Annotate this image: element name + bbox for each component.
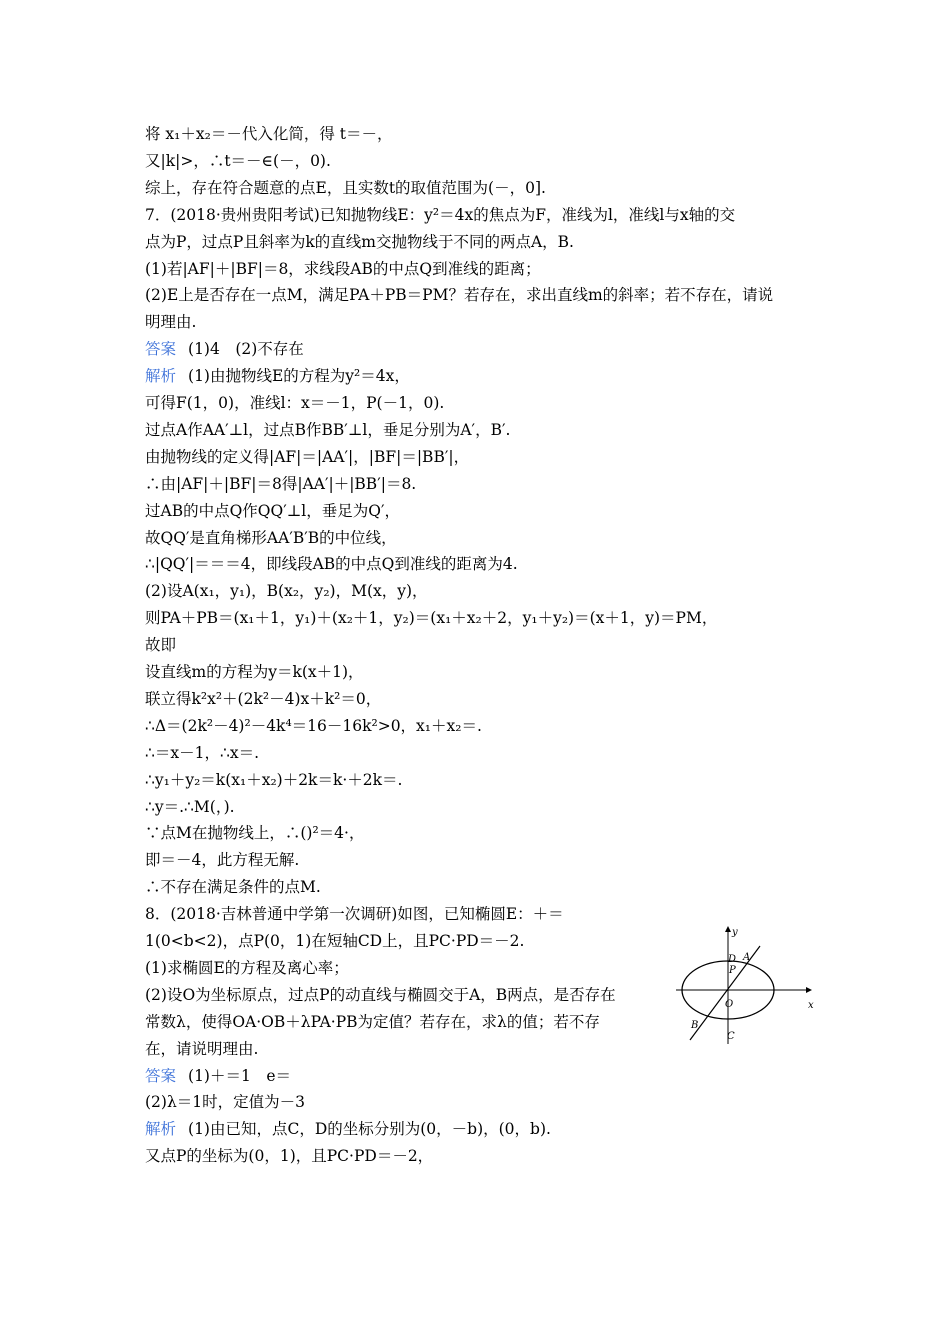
y-axis-arrow [725,926,731,932]
line-text: ∴由|AF|＋|BF|＝8得|AA′|＋|BB′|＝8. [145,474,417,493]
line-text: 1(0<b<2)，点P(0，1)在短轴CD上，且PC·PD＝－2. [145,932,525,950]
text-line [145,659,364,685]
text-line [145,282,773,308]
text-line [145,686,381,712]
text-line [145,740,259,766]
line-text: ∴y₁＋y₂＝k(x₁＋x₂)＋2k＝k·＋2k＝. [145,770,403,789]
line-text: ∴不存在满足条件的点M. [145,878,321,897]
line-text: 在，请说明理由. [145,1039,259,1058]
text-line [145,551,518,577]
line-text: (2)设O为坐标原点，过点P的动直线与椭圆交于A，B两点，是否存在 [145,985,616,1004]
line-text: (2)设A(x₁，y₁)，B(x₂，y₂)，M(x，y)， [145,582,428,601]
text-line [145,1009,600,1035]
line-text: 过点A作AA′⊥l，过点B作BB′⊥l，垂足分别为A′，B′. [145,420,511,439]
line-text: ∴Δ＝(2k²－4)²－4k⁴＝16－16k²>0，x₁＋x₂＝. [145,716,482,735]
text-line [145,955,349,981]
text-line [145,202,735,228]
line-text: 点为P，过点P且斜率为k的直线m交抛物线于不同的两点A，B. [145,232,574,251]
line-text: (1)若|AF|＋|BF|＝8，求线段AB的中点Q到准线的距离； [145,259,541,278]
text-line [145,874,321,900]
ellipse-diagram [676,922,816,1047]
text-line [145,820,364,846]
analysis-label: 解析 [145,1120,177,1139]
line-text: (1)＋＝1 e＝ [188,1066,292,1085]
line-text: 常数λ，使得OA·OB＋λPA·PB为定值？若存在，求λ的值；若不存 [145,1012,600,1031]
text-line [145,148,331,174]
line-text: ∵点M在抛物线上，∴()²＝4·， [145,824,365,843]
text-line [145,256,541,282]
line-text: 8．(2018·吉林普通中学第一次调研)如图，已知椭圆E：＋＝ [145,905,564,924]
line-text: 过AB的中点Q作QQ′⊥l，垂足为Q′， [145,501,400,520]
label-y: y [732,927,738,938]
text-line [145,444,469,470]
answer-label: 答案 [145,1066,177,1085]
line-text: (1)求椭圆E的方程及离心率； [145,958,349,977]
text-line [145,928,524,954]
line-text: (1)由抛物线E的方程为y²＝4x， [188,367,410,386]
line-text: (2)λ＝1时，定值为－3 [145,1093,306,1112]
text-line [145,525,397,551]
text-line [145,578,428,604]
line-text: 由抛物线的定义得|AF|＝|AA′|，|BF|＝|BB′|， [145,447,470,466]
line-text: 又点P的坐标为(0，1)，且PC·PD＝－2， [145,1147,434,1166]
text-line [145,309,196,335]
answer-label: 答案 [145,340,177,359]
text-line [145,1143,433,1169]
line-text: 设直线m的方程为y＝k(x＋1)， [145,663,364,681]
text-line [145,767,402,793]
line-text: 故即 [145,636,177,655]
labeled-line [145,336,304,362]
line-text: ∴＝x－1，∴x＝. [145,743,259,762]
text-line [145,390,444,416]
labeled-line [145,1063,291,1089]
text-line [145,471,416,497]
label-p: P [729,965,736,976]
text-line [145,713,482,739]
analysis-label: 解析 [145,367,177,386]
label-c: C [727,1031,735,1042]
line-text: 则PA＋PB＝(x₁＋1，y₁)＋(x₂＋1，y₂)＝(x₁＋x₂＋2，y₁＋y₂)＝(x＋1，y)＝PM， [145,609,718,628]
label-o: O [725,999,734,1010]
line-text: ∴|QQ′|＝＝＝4，即线段AB的中点Q到准线的距离为4. [145,555,518,574]
text-line [145,901,564,927]
text-line [145,1089,305,1115]
text-line [145,417,510,443]
text-line [145,121,393,147]
line-text: (1)4 (2)不存在 [188,340,304,359]
line-text: 联立得k²x²＋(2k²－4)x＋k²＝0， [145,689,382,708]
text-line [145,229,574,255]
line-text: (2)E上是否存在一点M，满足PA＋PB＝PM？若存在，求出直线m的斜率；若不存在，请说 [145,286,774,305]
label-a: A [743,952,751,963]
line-text: (1)由已知，点C，D的坐标分别为(0，－b)，(0，b). [188,1120,551,1139]
line-text: ∴y＝.∴M(，). [145,797,235,816]
line-text: 又|k|>，∴t＝－∈(－，0). [145,151,331,170]
ellipse-figure [676,922,816,1047]
line-text: 故QQ′是直角梯形AA′B′B的中位线， [145,528,397,547]
line-text: 综上，存在符合题意的点E，且实数t的取值范围为(－，0]. [145,178,546,197]
labeled-line [145,1116,551,1142]
line-text: 将 x₁＋x₂＝－代入化简，得 t＝－， [145,125,393,143]
label-b: B [691,1020,699,1031]
labeled-line [145,363,410,389]
text-line [145,632,176,658]
x-axis-arrow [806,987,812,993]
text-line [145,605,717,631]
text-line [145,982,616,1008]
line-text: 即＝－4，此方程无解. [145,851,300,870]
text-line [145,847,299,873]
line-text: 明理由. [145,313,197,332]
line-text: 7．(2018·贵州贵阳考试)已知抛物线E：y²＝4x的焦点为F，准线为l，准线l与x轴的交 [145,205,736,224]
label-d: D [728,954,737,965]
text-line [145,1036,258,1062]
line-text: 可得F(1，0)，准线l：x＝－1，P(－1，0). [145,394,445,412]
text-line [145,175,546,201]
label-x: x [808,1000,814,1011]
text-line [145,794,235,820]
text-line [145,498,400,524]
